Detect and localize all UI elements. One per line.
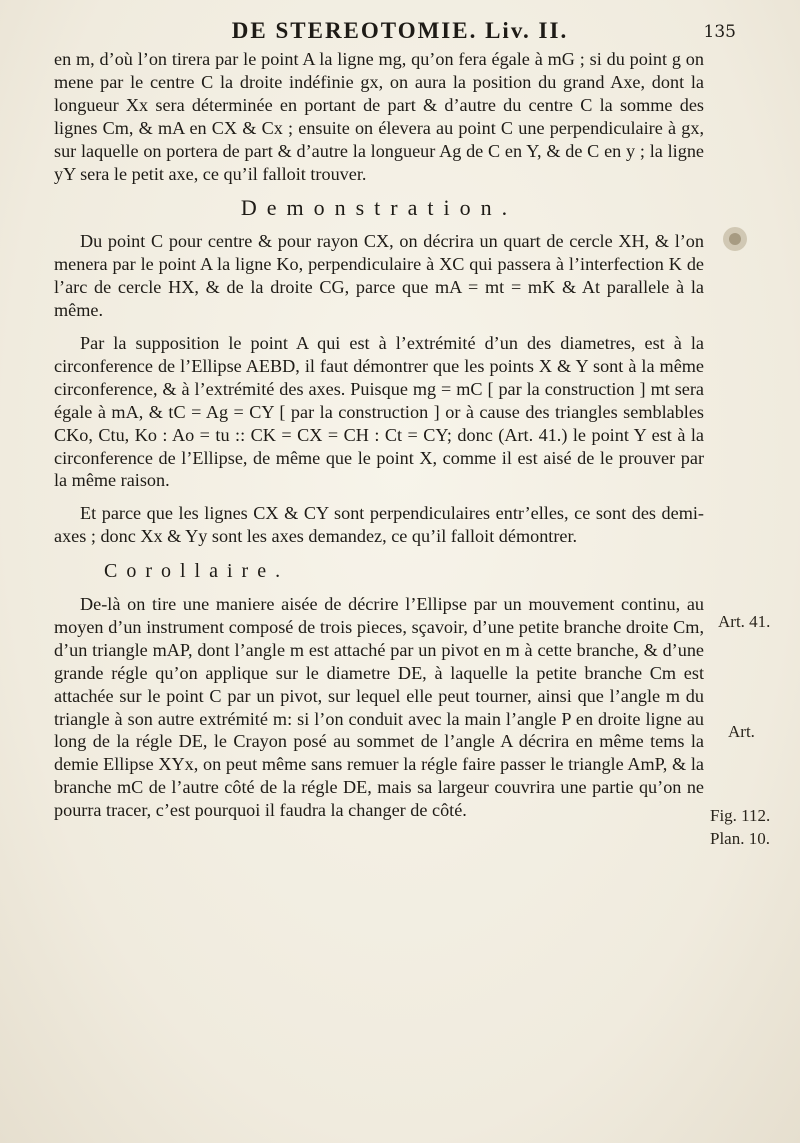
- heading-demonstration: Demonstration.: [240, 195, 518, 221]
- paragraph-corollaire: De-là on tire une maniere aisée de décrire l’Ellipse par un mouvement continu, au moyen d’un instrument composé de trois pieces, sçavoir, d’une petite branche droite Cm, d’un triangle mAP, dont l’angle m est attaché par un pivot en m à cette branche, & d’une grande régle qu’on applique sur le diametre DE, à laquelle la petite branche Cm est attachée sur le point C par un pivot, sur lequel elle peut tourner, ainsi que l’angle m du triangle à son autre extrémité m: si l’on conduit avec la main l’angle P en droite ligne au long de la régle DE, le Crayon posé au sommet de l’angle A décrira en même tems la demie Ellipse XYx, on peut même sans remuer la régle faire passer le triangle AmP, & la branche mC de l’autre côté de la régle DE, mais sa largeur couvrira une partie qu’on ne pourra tracer, c’est pourquoi il faudra la changer de côté.: [54, 594, 704, 821]
- paragraph-demonstration: Du point C pour centre & pour rayon CX, on décrira un quart de cercle XH, & l’on menera par le point A la ligne Ko, perpendiculaire à XC qui passera à l’interfection K de l’arc de cercle HX, & de la droite CG, parce que mA = mt = mK & At parallele à la même.: [54, 231, 704, 321]
- page-header: [0, 18, 800, 48]
- paragraph-supposition: Par la supposition le point A qui est à l’extrémité d’un des diametres, est à la circonference de l’Ellipse AEBD, il faut démontrer que les points X & Y sont à la même circonference, & à l’extrémité des axes. Puisque mg = mC [ par la construction ] mt sera égale à mA, & tC = Ag = CY [ par la construction ] or à cause des triangles semblables CKo, Ctu, Ko : Ao = tu :: CK = CX = CH : Ct = CY; donc (Art. 41.) le point Y est à la circonference de l’Ellipse, de même que le point X, comme il est aisé de le prouver par la même raison.: [54, 332, 704, 491]
- paragraph-conclusion: Et parce que les lignes CX & CY sont perpendiculaires entr’elles, ce sont des demi-axes ; donc Xx & Yy sont les axes demandez, ce qu’il falloit démontrer.: [54, 503, 704, 547]
- paragraph-intro: en m, d’où l’on tirera par le point A la ligne mg, qu’on fera égale à mG ; si du point g on mene par le centre C la droite indéfinie gx, on aura la position du grand Axe, dont la longueur Xx sera déterminée en portant de part & d’autre du centre C la somme des lignes Cm, & mA en CX & Cx ; ensuite on élevera au point C une perpendiculaire à gx, sur laquelle on portera de part & d’autre la longueur Ag de C en Y, & de C en y ; la ligne yY sera le petit axe, ce qu’il falloit trouver.: [54, 49, 704, 184]
- margin-note-art: Art.: [728, 722, 755, 741]
- ornament-icon: [720, 224, 750, 254]
- heading-corollaire: Corollaire.: [104, 560, 290, 583]
- margin-note-art41: Art. 41.: [718, 612, 771, 631]
- body-text: [54, 48, 704, 822]
- margin-note-fig: Fig. 112.: [710, 806, 771, 825]
- margin-note-plan: Plan. 10.: [710, 829, 770, 848]
- running-title: DE STEREOTOMIE. Liv. II.: [231, 18, 569, 43]
- page-number: 135: [703, 22, 736, 42]
